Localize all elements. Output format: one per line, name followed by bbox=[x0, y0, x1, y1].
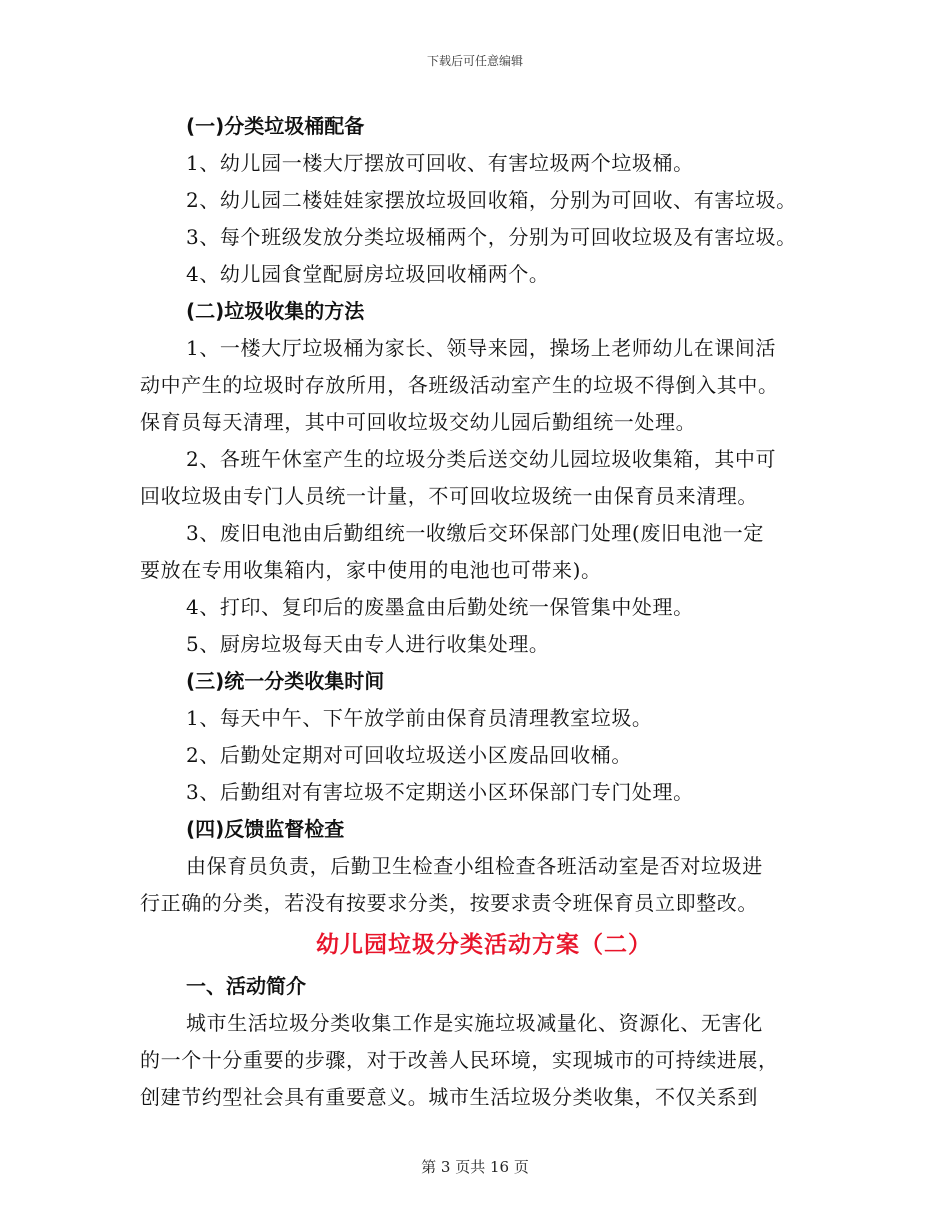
section-heading: (四)反馈监督检查 bbox=[186, 817, 345, 841]
paragraph-line: 动中产生的垃圾时存放所用，各班级活动室产生的垃圾不得倒入其中。 bbox=[140, 373, 779, 397]
section-heading: 一、活动简介 bbox=[186, 974, 306, 998]
paragraph-line: 4、打印、复印后的废墨盒由后勤处统一保管集中处理。 bbox=[186, 595, 694, 619]
paragraph-line: 1、每天中午、下午放学前由保育员清理教室垃圾。 bbox=[186, 706, 653, 730]
paragraph-line: 2、各班午休室产生的垃圾分类后送交幼儿园垃圾收集箱，其中可 bbox=[186, 447, 777, 471]
paragraph-line: 由保育员负责，后勤卫生检查小组检查各班活动室是否对垃圾进 bbox=[186, 854, 763, 878]
page-header: 下载后可任意编辑 bbox=[426, 54, 523, 68]
paragraph-line: 行正确的分类，若没有按要求分类，按要求责令班保育员立即整改。 bbox=[140, 891, 758, 915]
paragraph-line: 3、后勤组对有害垃圾不定期送小区环保部门专门处理。 bbox=[186, 780, 694, 804]
section-heading: (三)统一分类收集时间 bbox=[186, 669, 385, 693]
paragraph-line: 要放在专用收集箱内，家中使用的电池也可带来)。 bbox=[140, 558, 602, 582]
document-title: 幼儿园垃圾分类活动方案（二） bbox=[316, 932, 652, 958]
paragraph-line: 创建节约型社会具有重要意义。城市生活垃圾分类收集，不仅关系到 bbox=[140, 1085, 758, 1109]
document-body bbox=[140, 108, 820, 1116]
paragraph-line: 3、每个班级发放分类垃圾桶两个，分别为可回收垃圾及有害垃圾。 bbox=[186, 225, 797, 249]
paragraph-line: 5、厨房垃圾每天由专人进行收集处理。 bbox=[186, 632, 550, 656]
section-heading: (一)分类垃圾桶配备 bbox=[186, 114, 365, 138]
paragraph-line: 2、幼儿园二楼娃娃家摆放垃圾回收箱，分别为可回收、有害垃圾。 bbox=[186, 188, 797, 212]
section-heading: (二)垃圾收集的方法 bbox=[186, 299, 365, 323]
paragraph-line: 保育员每天清理，其中可回收垃圾交幼儿园后勤组统一处理。 bbox=[140, 410, 697, 434]
paragraph-line: 2、后勤处定期对可回收垃圾送小区废品回收桶。 bbox=[186, 743, 632, 767]
paragraph-line: 的一个十分重要的步骤，对于改善人民环境，实现城市的可持续进展， bbox=[140, 1048, 779, 1072]
paragraph-line: 城市生活垃圾分类收集工作是实施垃圾减量化、资源化、无害化 bbox=[186, 1011, 763, 1035]
paragraph-line: 1、幼儿园一楼大厅摆放可回收、有害垃圾两个垃圾桶。 bbox=[186, 151, 694, 175]
paragraph-line: 回收垃圾由专门人员统一计量，不可回收垃圾统一由保育员来清理。 bbox=[140, 484, 758, 508]
paragraph-line: 3、废旧电池由后勤组统一收缴后交环保部门处理(废旧电池一定 bbox=[186, 521, 764, 545]
paragraph-line: 4、幼儿园食堂配厨房垃圾回收桶两个。 bbox=[186, 262, 550, 286]
paragraph-line: 1、一楼大厅垃圾桶为家长、领导来园，操场上老师幼儿在课间活 bbox=[186, 336, 777, 360]
page-footer: 第 3 页共 16 页 bbox=[421, 1158, 529, 1176]
